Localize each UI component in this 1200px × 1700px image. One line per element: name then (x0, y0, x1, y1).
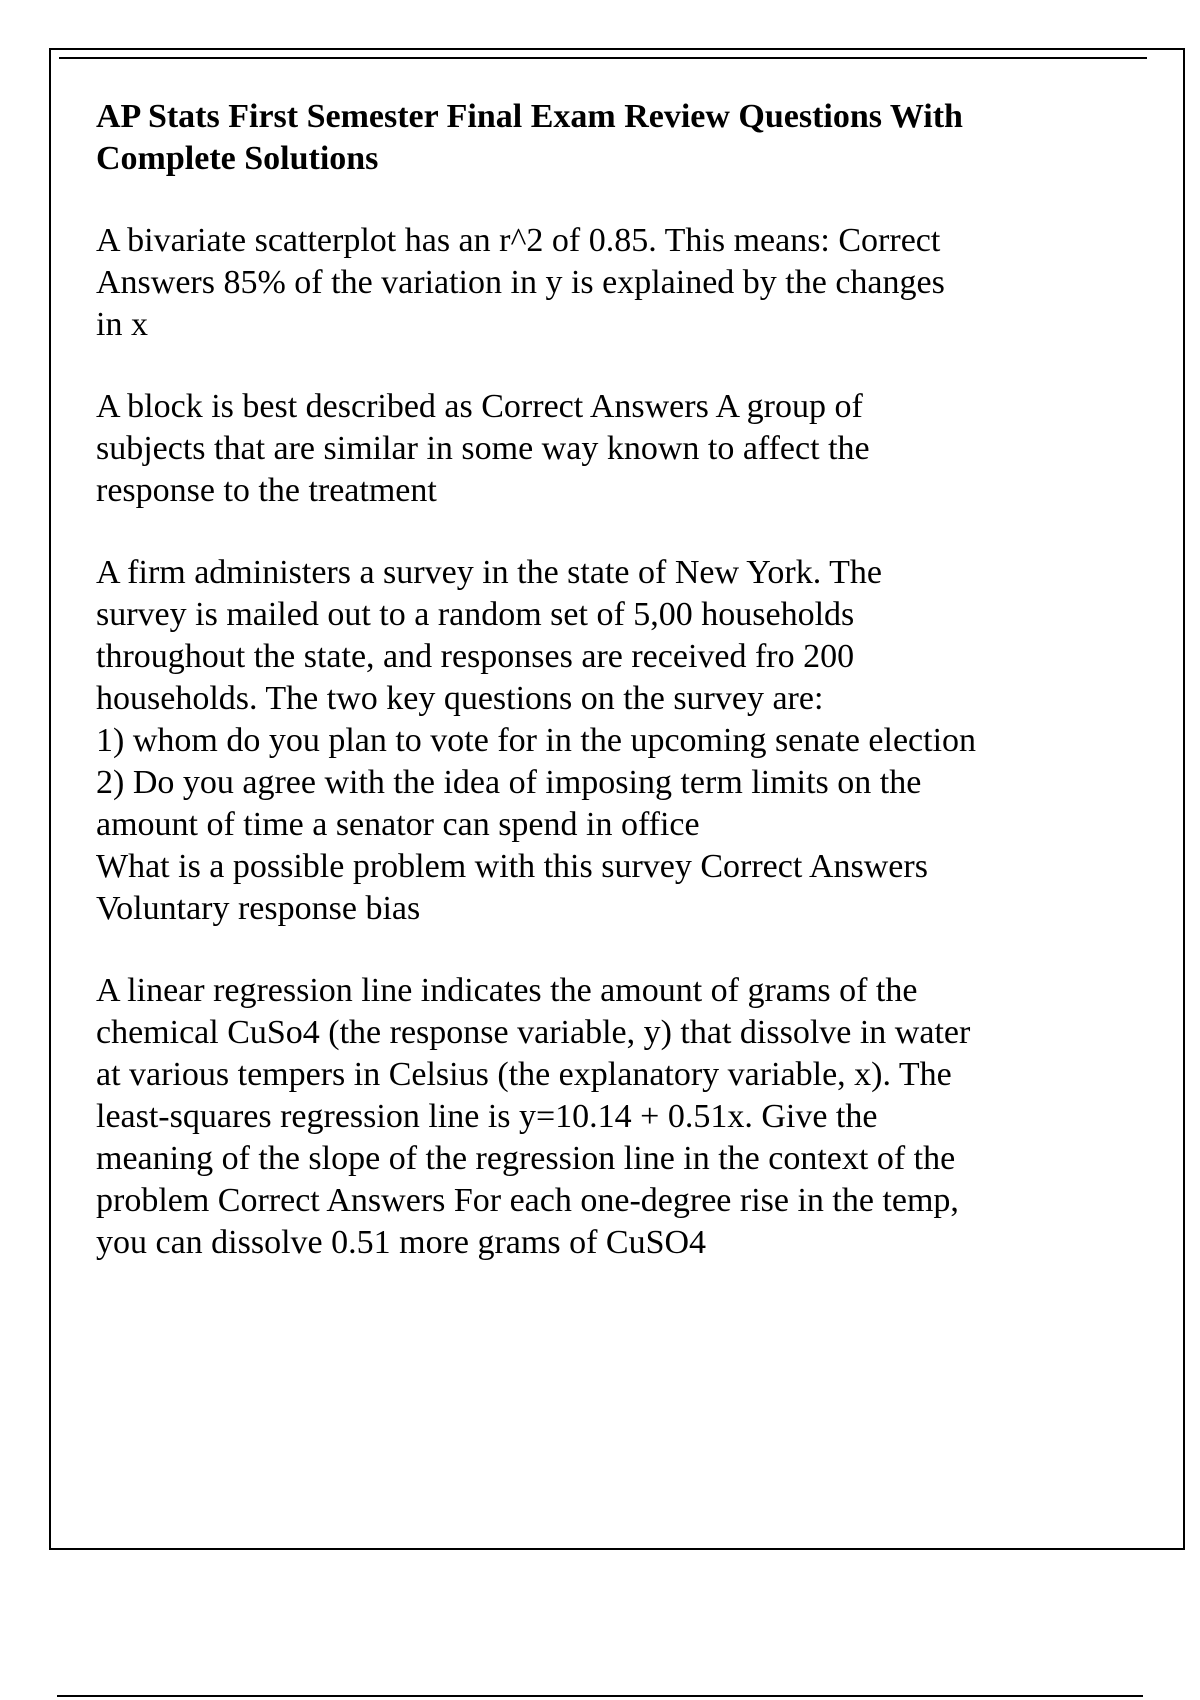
document-body (96, 96, 1086, 1304)
document-title: AP Stats First Semester Final Exam Review Questions With Complete Solutions (96, 98, 963, 177)
qa-entry-survey: A firm administers a survey in the state of New York. The survey is mailed out to a random set of 5,00 households throughout the state, and responses are received fro 200 households. The two key questions on the survey are: 1) whom do you plan to vote for in the upcoming senate election 2) Do you agree with the idea of imposing term limits on the amount of time a senator can spend in office What is a possible problem with this survey Correct Answers Voluntary response bias (96, 554, 977, 927)
qa-entry-regression: A linear regression line indicates the amount of grams of the chemical CuSo4 (the response variable, y) that dissolve in water at various tempers in Celsius (the explanatory variable, x). The least-squares regression line is y=10.14 + 0.51x. Give the meaning of the slope of the regression line in the context of the problem Correct Answers For each one-degree rise in the temp, you can dissolve 0.51 more grams of CuSO4 (96, 972, 971, 1261)
bottom-rule (57, 1695, 1143, 1697)
qa-entry-scatterplot: A bivariate scatterplot has an r^2 of 0.85. This means: Correct Answers 85% of the variation in y is explained by the changes in x (96, 222, 945, 343)
top-rule (59, 57, 1147, 59)
qa-entry-block: A block is best described as Correct Answers A group of subjects that are similar in some way known to affect the response to the treatment (96, 388, 870, 509)
